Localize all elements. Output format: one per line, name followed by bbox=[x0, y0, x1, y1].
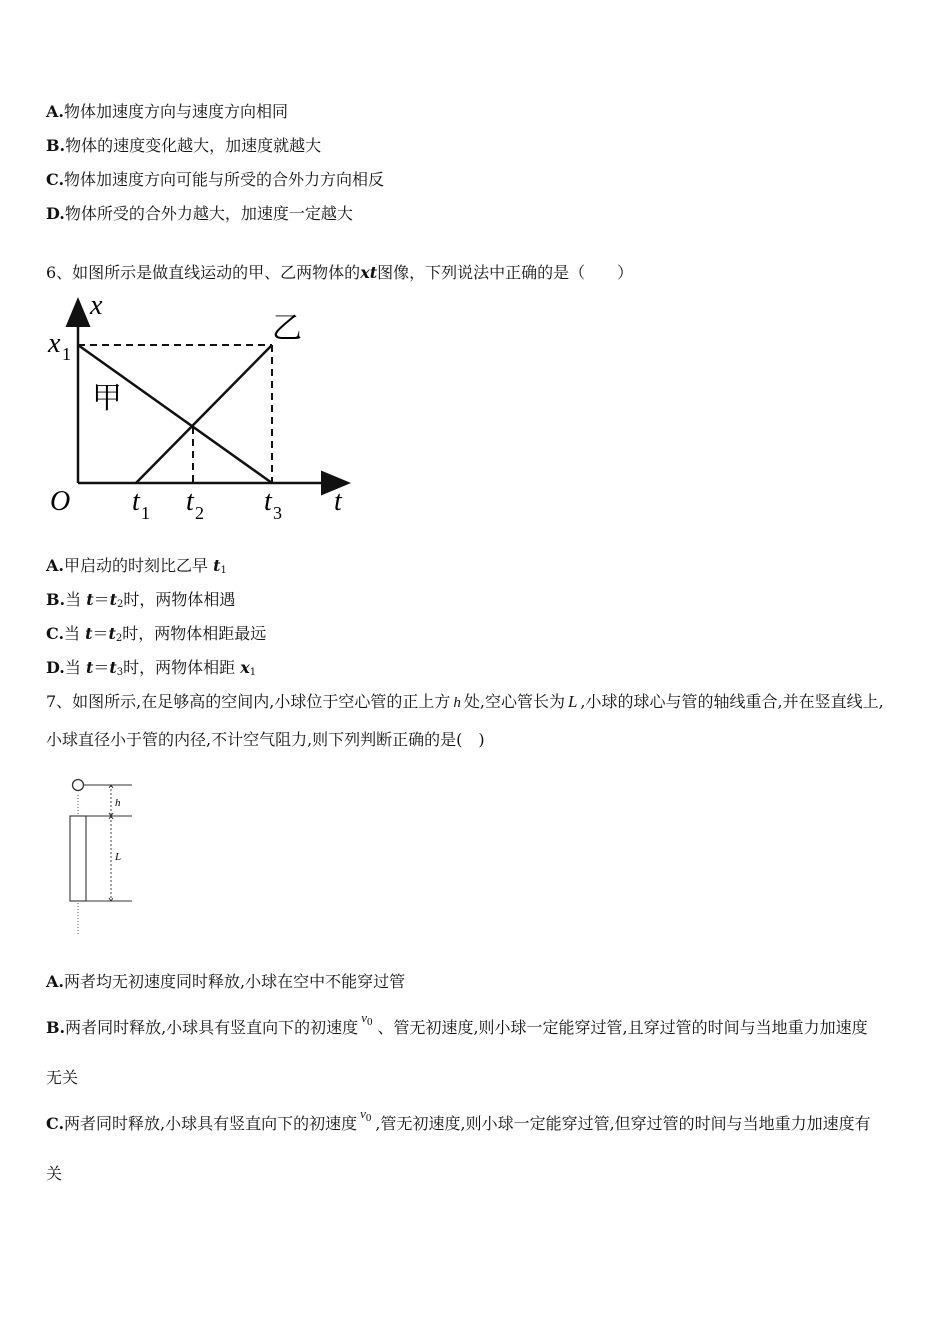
option-text-wrap: 关 bbox=[46, 1164, 63, 1183]
v0-var: v bbox=[360, 1106, 366, 1121]
q5-option-a bbox=[46, 102, 288, 122]
x-axis-label: t bbox=[334, 486, 342, 517]
option-text: 当 bbox=[64, 658, 86, 677]
v0-sub: 0 bbox=[365, 1112, 372, 1124]
option-text: 两者均无初速度同时释放,小球在空中不能穿过管 bbox=[63, 972, 406, 991]
option-sub: 2 bbox=[116, 599, 124, 610]
q7-option-c bbox=[46, 1106, 871, 1139]
q7-ball-tube-figure bbox=[60, 775, 150, 940]
option-letter: B. bbox=[46, 590, 66, 609]
q6-stem-part-a: 6、如图所示是做直线运动的甲、乙两物体的 bbox=[46, 263, 361, 282]
option-sub3: 1 bbox=[249, 667, 257, 678]
q7-var-L: L bbox=[567, 692, 578, 711]
ball bbox=[73, 780, 84, 791]
q7-option-a bbox=[46, 972, 405, 992]
option-text: 物体的速度变化越大，加速度就越大 bbox=[65, 136, 322, 155]
option-text: 当 bbox=[64, 624, 86, 643]
q6-option-a bbox=[46, 556, 227, 581]
q6-stem bbox=[46, 263, 633, 283]
option-var: t bbox=[86, 590, 94, 609]
option-var2: t bbox=[109, 590, 117, 609]
x1-tick-sub: 1 bbox=[62, 344, 71, 364]
option-text: 当 bbox=[65, 590, 87, 609]
q5-option-c bbox=[46, 170, 384, 190]
option-text-post: 时，两物体相遇 bbox=[123, 590, 236, 609]
q6-option-d bbox=[46, 658, 256, 683]
x1-tick-label: x bbox=[48, 328, 61, 359]
q5-option-d bbox=[46, 204, 353, 224]
option-eq: ＝ bbox=[92, 624, 109, 643]
option-sub: 1 bbox=[220, 565, 227, 576]
t3-tick-sub: 3 bbox=[273, 503, 282, 523]
q6-stem-part-b: 图像，下列说法中正确的是（ ） bbox=[377, 263, 634, 282]
h-label: h bbox=[115, 797, 121, 809]
t2-tick-label: t bbox=[186, 486, 194, 517]
option-letter: C. bbox=[46, 170, 65, 189]
y-axis-label: x bbox=[90, 290, 103, 321]
t3-tick-label: t bbox=[264, 486, 272, 517]
q7-option-b-continued bbox=[46, 1068, 78, 1088]
option-sub: 3 bbox=[116, 667, 124, 678]
L-label: L bbox=[115, 851, 122, 863]
option-letter: D. bbox=[46, 204, 65, 223]
option-letter: C. bbox=[46, 1114, 65, 1133]
option-text-cont: ,管无初速度,则小球一定能穿过管,但穿过管的时间与当地重力加速度有 bbox=[375, 1114, 871, 1133]
option-letter: B. bbox=[46, 136, 66, 155]
q6-option-c bbox=[46, 624, 266, 649]
option-text-post: 时，两物体相距最远 bbox=[122, 624, 267, 643]
option-letter: C. bbox=[46, 624, 65, 643]
option-eq: ＝ bbox=[93, 658, 110, 677]
option-text: 物体加速度方向与速度方向相同 bbox=[63, 102, 288, 121]
option-letter: D. bbox=[46, 658, 65, 677]
option-letter: A. bbox=[46, 102, 64, 121]
option-var: t bbox=[85, 624, 93, 643]
option-text: 甲启动的时刻比乙早 bbox=[63, 556, 214, 575]
q7-stem-line2 bbox=[46, 730, 485, 750]
option-eq: ＝ bbox=[93, 590, 110, 609]
q7-stem-part-a: 7、如图所示,在足够高的空间内,小球位于空心管的正上方 bbox=[46, 692, 451, 711]
option-var: t bbox=[85, 658, 94, 677]
option-text-wrap: 无关 bbox=[46, 1068, 79, 1087]
tube bbox=[70, 816, 86, 901]
label-yi: 乙 bbox=[272, 312, 302, 345]
label-jia: 甲 bbox=[92, 382, 122, 415]
t1-tick-label: t bbox=[132, 486, 140, 517]
option-text: 两者同时释放,小球具有竖直向下的初速度 bbox=[65, 1018, 359, 1037]
q7-stem-line2-text: 小球直径小于管的内径,不计空气阻力,则下列判断正确的是( ) bbox=[46, 730, 485, 749]
option-var2: t bbox=[109, 658, 117, 677]
option-letter: A. bbox=[46, 556, 64, 575]
q7-option-b bbox=[46, 1010, 868, 1043]
q7-option-c-continued bbox=[46, 1164, 62, 1184]
q6-xt-graph bbox=[40, 290, 360, 530]
option-text-post: 时，两物体相距 bbox=[123, 658, 241, 677]
q5-option-b bbox=[46, 136, 321, 156]
option-var: t bbox=[213, 556, 221, 575]
q6-stem-var: xt bbox=[360, 263, 378, 282]
option-sub: 2 bbox=[115, 633, 123, 644]
q7-stem-part-c: ,小球的球心与管的轴线重合,并在竖直线上, bbox=[580, 692, 884, 711]
t2-tick-sub: 2 bbox=[195, 503, 204, 523]
origin-label: O bbox=[50, 486, 71, 517]
q7-stem-part-b: 处,空心管长为 bbox=[463, 692, 565, 711]
q7-var-h: h bbox=[453, 695, 461, 711]
q7-stem-line1 bbox=[46, 692, 884, 713]
v0-symbol bbox=[357, 1106, 375, 1124]
q6-option-b bbox=[46, 590, 235, 615]
v0-symbol bbox=[358, 1010, 377, 1028]
option-var2: t bbox=[108, 624, 116, 643]
option-text: 物体所受的合外力越大，加速度一定越大 bbox=[64, 204, 353, 223]
t1-tick-sub: 1 bbox=[141, 503, 150, 523]
option-text: 两者同时释放,小球具有竖直向下的初速度 bbox=[64, 1114, 358, 1133]
option-text-cont: 、管无初速度,则小球一定能穿过管,且穿过管的时间与当地重力加速度 bbox=[377, 1018, 868, 1037]
option-var3: x bbox=[240, 658, 250, 677]
v0-sub: 0 bbox=[366, 1016, 373, 1028]
v0-var: v bbox=[361, 1010, 367, 1025]
line-yi bbox=[136, 345, 272, 483]
option-text: 物体加速度方向可能与所受的合外力方向相反 bbox=[64, 170, 385, 189]
option-letter: A. bbox=[46, 972, 64, 991]
option-letter: B. bbox=[46, 1018, 66, 1037]
